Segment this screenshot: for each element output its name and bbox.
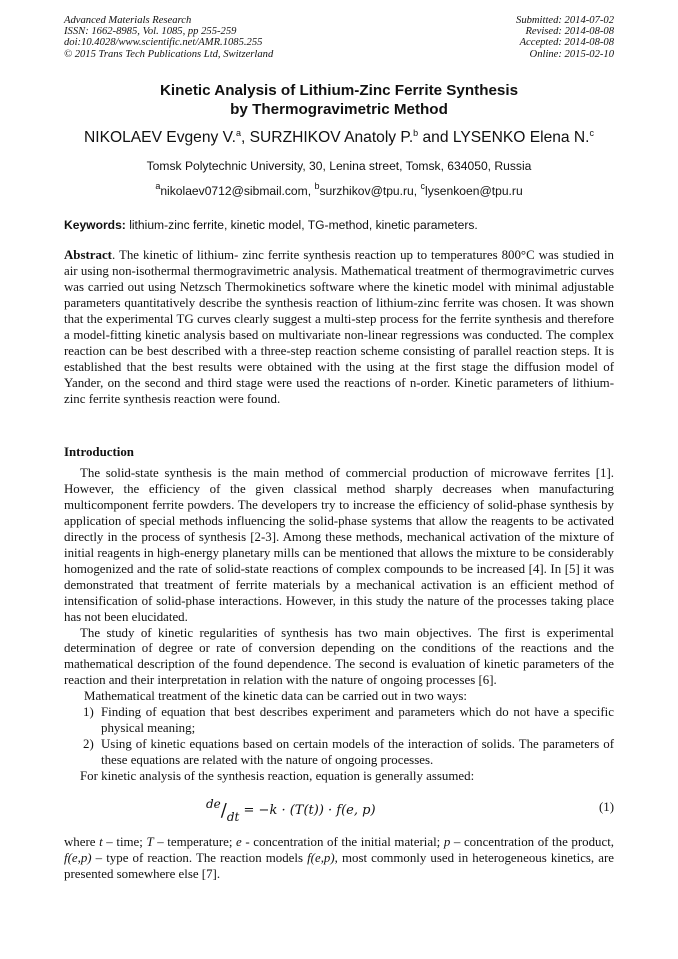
var-t: t	[99, 835, 103, 849]
email-link[interactable]: lysenkoen@tpu.ru	[425, 184, 523, 198]
journal-info	[64, 15, 273, 60]
section-heading: Introduction	[64, 445, 134, 459]
author-list	[40, 128, 638, 148]
email-mark: c	[420, 181, 426, 191]
paragraph: Mathematical treatment of the kinetic data can be carried out in two ways:	[84, 689, 467, 704]
copyright-line: © 2015 Trans Tech Publications Ltd, Switzerland	[64, 48, 274, 60]
var-e: e	[236, 835, 242, 849]
author-and: and	[418, 129, 453, 146]
text-run: , most commonly used in heterogeneous kinetics, are presented somewhere else [7].	[64, 850, 614, 881]
author-emails: $^a$nikolaev0712@sibmail.com, $^b$surzhikov@tpu.ru, $^c$lysenkoen@tpu.ru	[155, 181, 523, 198]
var-T: T	[146, 835, 154, 849]
equation-slash: /	[220, 800, 227, 821]
paragraph: The study of kinetic regularities of synthesis has two main objectives. The first is experimental determination of degree or rate of conversion depending on the conditions of the reactions and the mathematical description of the found dependence. The second is evaluation of kinetic parameters of the reaction and their interpretation in relation with the nature of ongoing processes [6].	[64, 625, 614, 688]
issn-line: ISSN: 1662-8985, Vol. 1085, pp 255-259	[64, 26, 237, 38]
introduction-body	[64, 466, 614, 785]
paper-title	[64, 81, 614, 119]
online-date: Online: 2015-02-10	[529, 48, 614, 60]
email-mark: a	[155, 181, 161, 191]
doi-line: doi:10.4028/www.scientific.net/AMR.1085.255	[64, 37, 263, 49]
affiliation: Tomsk Polytechnic University, 30, Lenina street, Tomsk, 634050, Russia	[146, 159, 532, 173]
revised-date: Revised: 2014-08-08	[525, 26, 614, 38]
equation-formula	[206, 797, 376, 824]
equation-denominator: dt	[226, 810, 240, 824]
submitted-date: Submitted: 2014-07-02	[516, 15, 614, 26]
author-separator: ,	[240, 129, 250, 146]
list-number: 2)	[83, 737, 94, 752]
equation-rhs: = −k · (T(t)) · f(e, p)	[239, 803, 376, 818]
equation-1	[64, 798, 614, 828]
email-mark: b	[314, 181, 320, 191]
author-mark: a	[235, 128, 241, 138]
title-line-1: Kinetic Analysis of Lithium-Zinc Ferrite Synthesis	[159, 82, 519, 99]
keywords	[64, 218, 614, 233]
text-run: where	[64, 835, 100, 849]
text-run: – temperature;	[153, 835, 237, 849]
email-link[interactable]: nikolaev0712@sibmail.com	[160, 184, 308, 198]
text-run: - concentration of the initial material;	[241, 835, 444, 849]
paragraph: The solid-state synthesis is the main method of commercial production of microwave ferrites [1]. However, the efficiency of the given classical method sharply decreases when manufacturing multicomponent ferrite powders. The developers try to increase the efficiency of solid-phase synthesis by application of special methods influencing the solid-phase systems that allow the reagents to be activated directly in the process of synthesis [2-3]. Among these methods, mechanical activation of the mixture of initial reagents in high-energy planetary mills can be mentioned that allows the mixture to be considerably homogenized and the rate of solid-state reactions of complex compounds to be increased [4]. In [5] it was demonstrated that treatment of ferrite materials by a mechanical activation is an efficient method of intensification of solid-phase interactions. However, in this study the nature of the processes taking place has not been elucidated.	[64, 466, 614, 624]
author-mark: b	[413, 128, 419, 138]
email-link[interactable]: surzhikov@tpu.ru	[319, 184, 414, 198]
var-p: p	[443, 835, 451, 849]
author-name: NIKOLAEV Evgeny V.	[83, 129, 236, 146]
keywords-text: lithium-zinc ferrite, kinetic model, TG-method, kinetic parameters.	[125, 218, 478, 232]
var-f: f(e,p)	[64, 850, 92, 865]
author-name: SURZHIKOV Anatoly P.	[249, 129, 414, 146]
author-name: LYSENKO Elena N.	[452, 129, 590, 146]
paragraph: For kinetic analysis of the synthesis reaction, equation is generally assumed:	[80, 769, 475, 784]
abstract	[64, 248, 614, 408]
text-run: – concentration of the product,	[450, 835, 615, 849]
var-f: f(e,p)	[307, 850, 335, 865]
equation-number: (1)	[598, 800, 614, 814]
publication-dates	[516, 15, 614, 60]
abstract-text: . The kinetic of lithium- zinc ferrite synthesis reaction up to temperatures 800°C was studied in air using non-isothermal thermogravimetric analysis. Mathematical treatment of thermogravimetric curves was carried out using Netzsch Thermokinetics software where the kinetic model with minimal adjustable parameters quantitatively describe the synthesis reaction of lithium-zinc ferrite was chosen. It was shown that the experimental TG curves clearly suggest a multi-step process for the ferrite synthesis and therefore a model-fitting kinetic analysis based on multivariate non-linear regressions was conducted. The complex reaction can be best described with a three-step reaction scheme consisting of parallel reaction steps. It is established that the best results were obtained with the using at the first stage the diffusion model of Yander, on the second and third stage were used the reactions of n-order. Kinetic parameters of lithium-zinc ferrite synthesis reaction were found.	[64, 248, 614, 406]
keywords-label: Keywords:	[64, 218, 126, 232]
accepted-date: Accepted: 2014-08-08	[519, 37, 614, 49]
list-text: Using of kinetic equations based on certain models of the interaction of solids. The parameters of these equations are related with the nature of ongoing processes.	[101, 737, 614, 768]
text-run: – type of reaction. The reaction models	[91, 850, 308, 865]
method-list	[64, 705, 614, 769]
title-line-2: by Thermogravimetric Method	[230, 101, 448, 118]
list-number: 1)	[83, 705, 94, 720]
text-run: – time;	[102, 835, 147, 849]
variable-definitions	[64, 835, 614, 883]
author-mark: c	[589, 128, 595, 138]
equation-numerator: de	[206, 797, 221, 811]
journal-name: Advanced Materials Research	[64, 15, 192, 26]
list-item	[64, 737, 614, 769]
abstract-label: Abstract	[64, 248, 112, 262]
list-item	[64, 705, 614, 737]
list-text: Finding of equation that best describes experiment and parameters which do not have a specific physical meaning;	[101, 705, 614, 736]
